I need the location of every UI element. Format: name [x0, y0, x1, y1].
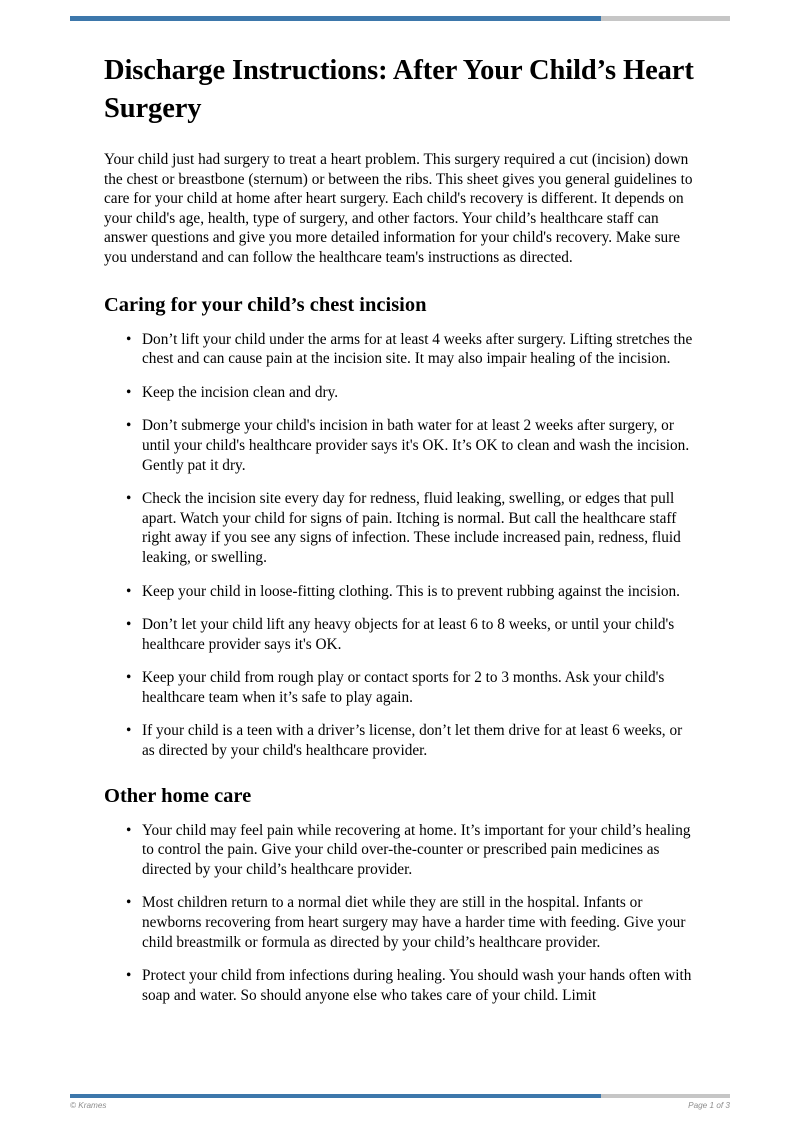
intro-paragraph: Your child just had surgery to treat a heart problem. This surgery required a cut (incision) down the chest or breastbone (sternum) or between the ribs. This sheet gives you general guidelines to care for your child at home after heart surgery. Each child's recovery is different. It depends on your child's age, health, type of surgery, and other factors. Your child’s healthcare staff can answer questions and give you more detailed information for your child's recovery. Make sure you understand and can follow the healthcare team's instructions as directed. — [104, 151, 693, 266]
bullet-list — [104, 821, 696, 1006]
list-item-text: Keep your child in loose-fitting clothing. This is to prevent rubbing against the incision. — [142, 582, 680, 600]
list-item-text: Keep your child from rough play or contact sports for 2 to 3 months. Ask your child's healthcare team when it’s safe to play again. — [142, 669, 665, 706]
list-item — [104, 615, 696, 654]
list-item — [104, 330, 696, 369]
list-item-text: Most children return to a normal diet while they are still in the hospital. Infants or newborns recovering from heart surgery may have a harder time with feeding. Give your child breastmilk or formula as directed by your child’s healthcare provider. — [142, 894, 686, 951]
list-item-text: Don’t submerge your child's incision in bath water for at least 2 weeks after surgery, or until your child's healthcare provider says it's OK. It’s OK to clean and wash the incision. Gently pat it dry. — [142, 417, 690, 474]
bullet-icon: • — [126, 330, 132, 348]
document-content — [104, 52, 696, 1027]
bullet-icon: • — [126, 490, 132, 508]
footer-page-number: Page 1 of 3 — [688, 1101, 730, 1110]
bullet-list — [104, 330, 696, 761]
page-footer — [70, 1101, 730, 1117]
list-item-text: Don’t let your child lift any heavy objects for at least 6 to 8 weeks, or until your child's healthcare provider says it's OK. — [142, 616, 675, 653]
footer-rule — [70, 1094, 730, 1098]
section-chest-incision — [104, 292, 696, 761]
list-item — [104, 721, 696, 760]
header-rule-fill — [70, 16, 601, 21]
list-item — [104, 416, 696, 475]
bullet-icon: • — [126, 967, 132, 985]
list-item-text: Keep the incision clean and dry. — [142, 383, 339, 401]
bullet-icon: • — [126, 722, 132, 740]
list-item-text: Don’t lift your child under the arms for at least 4 weeks after surgery. Lifting stretches the chest and can cause pain at the incision site. It may also impair healing of the incision. — [142, 330, 693, 368]
list-item — [104, 821, 696, 880]
bullet-icon: • — [126, 894, 132, 912]
section-other-home-care — [104, 783, 696, 1006]
list-item — [104, 582, 696, 602]
bullet-icon: • — [126, 616, 132, 634]
bullet-icon: • — [126, 383, 132, 401]
header-rule — [70, 16, 730, 21]
list-item — [104, 668, 696, 707]
footer-copyright: © Krames — [70, 1101, 107, 1110]
bullet-icon: • — [126, 669, 132, 687]
section-heading: Caring for your child’s chest incision — [104, 293, 427, 316]
list-item-text: Protect your child from infections during healing. You should wash your hands often with soap and water. So should anyone else who takes care of your child. Limit — [142, 967, 692, 1004]
footer-rule-fill — [70, 1094, 601, 1098]
bullet-icon: • — [126, 582, 132, 600]
section-heading: Other home care — [104, 784, 252, 807]
list-item-text: If your child is a teen with a driver’s license, don’t let them drive for at least 6 weeks, or as directed by your child's healthcare provider. — [142, 722, 683, 760]
list-item-text: Your child may feel pain while recovering at home. It’s important for your child’s healing to control the pain. Give your child over-the-counter or prescribed pain medicines as directed by your child’s healthcare provider. — [142, 821, 691, 878]
bullet-icon: • — [126, 821, 132, 839]
list-item — [104, 966, 696, 1005]
list-item-text: Check the incision site every day for redness, fluid leaking, swelling, or edges that pull apart. Watch your child for signs of pain. Itching is normal. But call the healthcare staff right away if you see any signs of infection. These include increased pain, redness, fluid leaking, or swelling. — [142, 490, 681, 566]
list-item — [104, 383, 696, 403]
list-item — [104, 893, 696, 952]
page-title: Discharge Instructions: After Your Child’s Heart Surgery — [104, 55, 694, 124]
bullet-icon: • — [126, 417, 132, 435]
list-item — [104, 489, 696, 567]
